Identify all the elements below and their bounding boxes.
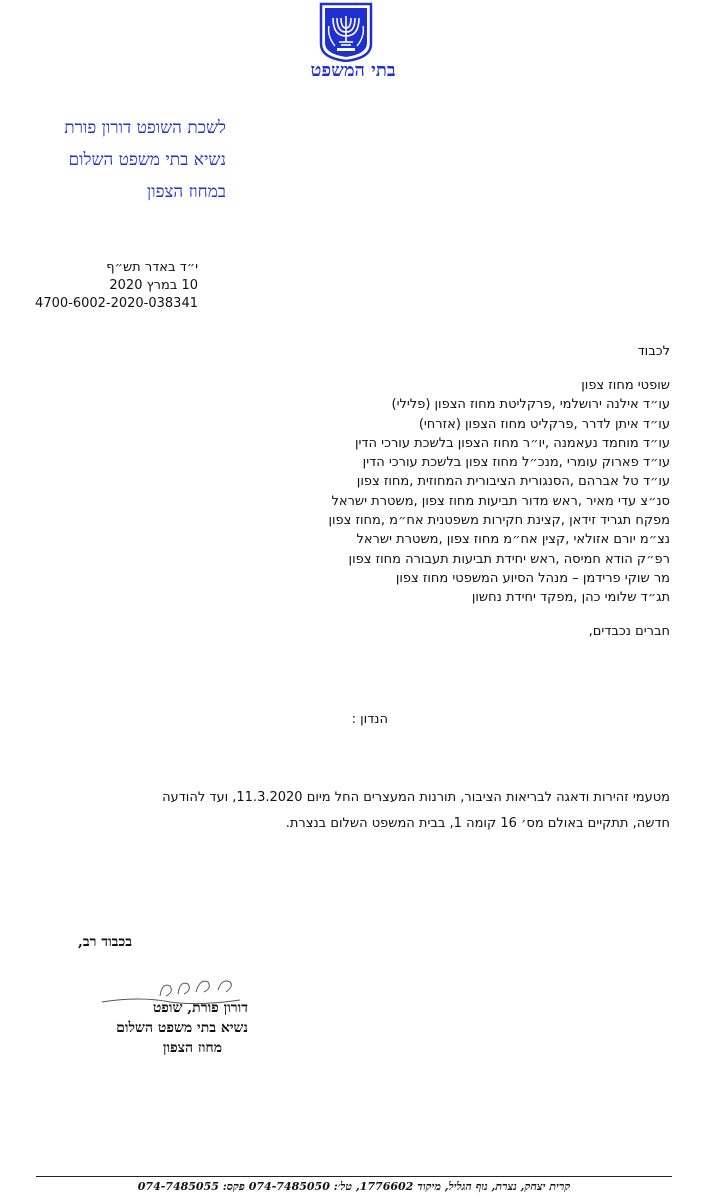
signer-name: דורון פורת, שופט: [152, 1000, 248, 1016]
body-line-2: חדשה, תתקיים באולם מס׳ 16 קומה 1, בבית המשפט השלום בנצרת.: [285, 816, 670, 831]
greeting: חברים נכבדים,: [588, 624, 670, 639]
recipient-item: עו״ד מוחמד נעאמנה ,יו״ר מחוז הצפון בלשכת עורכי הדין: [354, 435, 670, 451]
recipient-item: עו״ד אילנה ירושלמי ,פרקליטת מחוז הצפון (פלילי): [391, 397, 670, 413]
recipient-item: סנ״צ עדי מאיר ,ראש מדור תביעות מחוז צפון ,משטרת ישראל: [331, 493, 670, 509]
recipient-list: [250, 376, 670, 608]
menorah-emblem-icon: [317, 2, 375, 62]
signer-title: נשיא בתי משפט השלום: [116, 1020, 248, 1036]
recipient-item: תג״ד שלומי כהן ,מפקד יחידת נחשון: [471, 590, 670, 606]
reference-number: 4700-6002-2020-038341: [35, 296, 198, 311]
sender-title-line: נשיא בתי משפט השלום: [68, 150, 226, 170]
recipient-item: עו״ד טל אברהם ,הסנגורית הציבורית המחוזית ,מחוז צפון: [356, 474, 670, 490]
recipient-item: עו״ד איתן לדרר ,פרקליט מחוז הצפון (אזרחי): [418, 416, 670, 432]
closing: בכבוד רב,: [77, 934, 132, 950]
salutation: לכבוד: [637, 344, 670, 359]
sender-region-line: במחוז הצפון: [146, 182, 226, 202]
gregorian-date: 10 במרץ 2020: [109, 278, 198, 293]
sender-office-line: לשכת השופט דורון פורת: [64, 118, 226, 138]
footer-divider: [36, 1176, 672, 1177]
footer-address: קרית יצחק, נצרת, נוף הגליל, מיקוד 1776602, טל׳: 074-7485050 פקס: 074-7485055: [137, 1180, 571, 1193]
subject-label: הנדון :: [351, 712, 388, 727]
recipient-item: עו״ד פארוק עומרי ,מנכ״ל מחוז צפון בלשכת עורכי הדין: [362, 455, 670, 471]
recipient-item: מר שוקי פרידמן – מנהל הסיוע המשפטי מחוז צפון: [395, 570, 670, 586]
body-line-1: מטעמי זהירות ודאגה לבריאות הציבור, תורנות המעצרים החל מיום 11.3.2020, ועד להודעה: [162, 790, 670, 805]
recipient-item: שופטי מחוז צפון: [581, 378, 670, 393]
recipient-item: מפקח תגריד זידאן ,קצינת חקירות משפטנית אח״מ ,מחוז צפון: [328, 513, 670, 529]
signer-region: מחוז הצפון: [162, 1040, 222, 1056]
recipient-item: רפ״ק הודא חמיסה ,ראש יחידת תביעות תעבורה מחוז צפון: [348, 551, 670, 567]
recipient-item: נצ״מ יורם אזולאי ,קצין אח״מ מחוז צפון ,משטרת ישראל: [356, 532, 670, 548]
hebrew-date: י״ד באדר תש״ף: [106, 260, 198, 275]
organization-name: בתי המשפט: [310, 60, 396, 81]
